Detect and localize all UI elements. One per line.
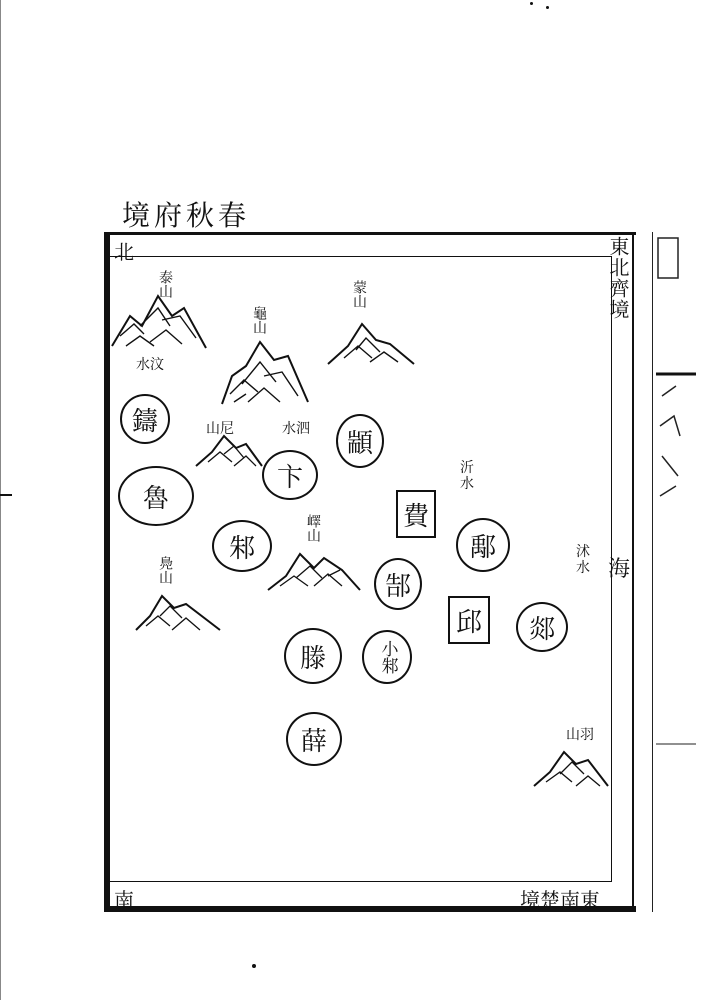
adjacent-page-fragment (656, 236, 696, 916)
mountain-icon-fu (134, 590, 222, 632)
direction-southeast: 東南楚境 (520, 888, 600, 912)
direction-south: 南 (114, 888, 134, 912)
state-lu: 魯 (118, 466, 194, 526)
map-title: 春秋府境 (122, 199, 251, 232)
map-right-rule (632, 232, 634, 912)
state-yun: 鄅 (456, 518, 510, 572)
state-zhuan: 顓 (336, 414, 384, 468)
state-zhu: 鑄 (120, 394, 170, 444)
map-right-rule-2 (652, 232, 653, 912)
direction-northeast: 東北齊境 (606, 236, 630, 320)
state-gao: 郜 (374, 558, 422, 610)
mountain-label-yi: 嶧山 (305, 514, 321, 542)
river-label-si: 泗水 (282, 421, 310, 437)
page-edge-line (0, 0, 1, 1000)
mountain-icon-tai (110, 286, 210, 356)
river-label-shu-text: 沭水 (576, 544, 590, 576)
state-xiaozhu: 小邾 (362, 630, 412, 684)
river-label-yi (460, 460, 490, 492)
ink-speck (252, 964, 256, 968)
sea-label: 海 (608, 557, 631, 582)
river-label-yi-text: 沂水 (460, 460, 474, 492)
river-label-wen: 汶水 (136, 357, 164, 373)
direction-north: 北 (114, 240, 134, 264)
ink-speck (530, 2, 533, 5)
mountain-icon-gui (218, 336, 312, 408)
mountain-icon-yi (266, 546, 362, 592)
state-zhu2: 邾 (212, 520, 272, 572)
mountain-label-ni: 尼山 (206, 421, 234, 437)
binding-mark (0, 494, 12, 496)
state-fei: 費 (396, 490, 436, 538)
state-qiu: 邱 (448, 596, 490, 644)
mountain-icon-ni (194, 432, 264, 468)
river-label-shu (576, 544, 590, 576)
mountain-label-meng: 蒙山 (351, 280, 367, 308)
state-xue: 薛 (286, 712, 342, 766)
mountain-label-yu: 羽山 (566, 727, 594, 743)
state-bian: 卞 (262, 450, 318, 500)
mountain-label-tai: 泰山 (157, 270, 173, 298)
mountain-label-fu: 鳧山 (157, 556, 173, 584)
mountain-label-gui: 龜山 (251, 306, 267, 334)
mountain-icon-yu (532, 744, 610, 788)
mountain-icon-meng (326, 316, 416, 366)
state-teng: 滕 (284, 628, 342, 684)
state-tan: 郯 (516, 602, 568, 652)
ink-speck (546, 6, 549, 9)
